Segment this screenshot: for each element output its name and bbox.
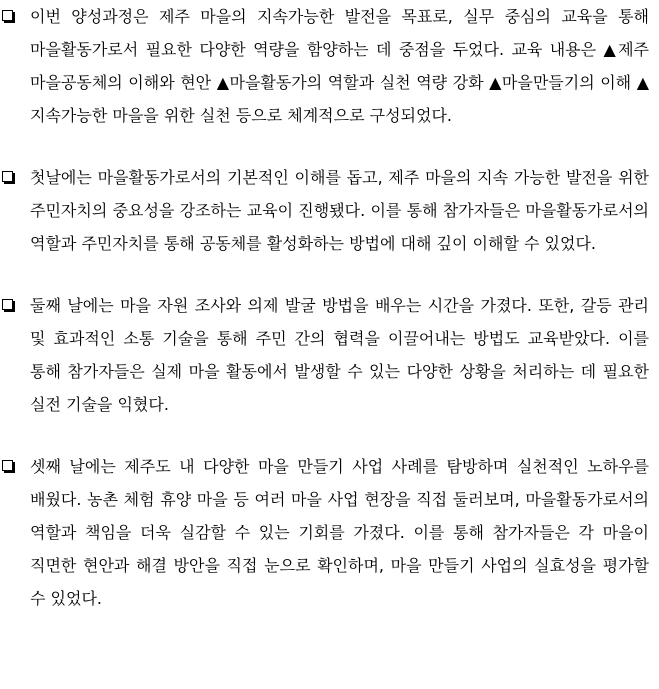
paragraph-3	[0, 289, 659, 421]
paragraph-4	[0, 450, 659, 615]
checkbox-square-icon	[2, 10, 13, 21]
paragraph-3-text: 둘째 날에는 마을 자원 조사와 의제 발굴 방법을 배우는 시간을 가졌다. 또한, 갈등 관리 및 효과적인 소통 기술을 통해 주민 간의 협력을 이끌어내는 방법도 교육받았다. 이를 통해 참가자들은 실제 마을 활동에서 발생할 수 있는 다양한 상황을 처리하는 데 필요한 실전 기술을 익혔다.	[30, 296, 649, 414]
paragraph-2	[0, 161, 659, 260]
paragraph-2-text: 첫날에는 마을활동가로서의 기본적인 이해를 돕고, 제주 마을의 지속 가능한 발전을 위한 주민자치의 중요성을 강조하는 교육이 진행됐다. 이를 통해 참가자들은 마을활동가로서의 역할과 주민자치를 통해 공동체를 활성화하는 방법에 대해 깊이 이해할 수 있었다.	[30, 168, 649, 253]
paragraph-1-text: 이번 양성과정은 제주 마을의 지속가능한 발전을 목표로, 실무 중심의 교육을 통해 마을활동가로서 필요한 다양한 역량을 함양하는 데 중점을 두었다. 교육 내용은 ▲제주 마을공동체의 이해와 현안 ▲마을활동가의 역할과 실천 역량 강화 ▲마을만들기의 이해 ▲지속가능한 마을을 위한 실천 등으로 체계적으로 구성되었다.	[30, 7, 649, 125]
paragraph-4-text: 셋째 날에는 제주도 내 다양한 마을 만들기 사업 사례를 탐방하며 실천적인 노하우를 배웠다. 농촌 체험 휴양 마을 등 여러 마을 사업 현장을 직접 둘러보며, 마을활동가로서의 역할과 책임을 더욱 실감할 수 있는 기회를 가졌다. 이를 통해 참가자들은 각 마을이 직면한 현안과 해결 방안을 직접 눈으로 확인하며, 마을 만들기 사업의 실효성을 평가할 수 있었다.	[30, 457, 649, 608]
checkbox-square-icon	[2, 460, 13, 471]
paragraph-1	[0, 0, 659, 132]
checkbox-square-icon	[2, 299, 13, 310]
checkbox-square-icon	[2, 171, 13, 182]
